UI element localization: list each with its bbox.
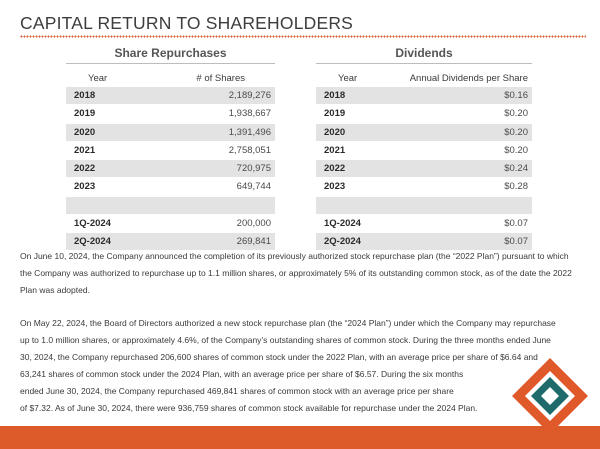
table-row [316, 87, 532, 104]
row-value: $0.07 [504, 236, 528, 248]
row-value: 649,744 [236, 181, 271, 193]
col-dividend-header: Annual Dividends per Share [409, 73, 528, 84]
table-row [316, 105, 532, 122]
row-value: $0.20 [504, 126, 528, 138]
share-repurchases-header [66, 71, 275, 87]
dividends-header [316, 71, 532, 87]
row-year: 2018 [74, 90, 96, 101]
table-row [316, 178, 532, 195]
row-value: 1,938,667 [228, 108, 271, 120]
row-value: $0.07 [504, 218, 528, 230]
row-value: 1,391,496 [228, 126, 271, 138]
table-row-spacer [66, 197, 275, 214]
table-row [66, 105, 275, 122]
row-year: 2018 [324, 90, 346, 101]
row-year: 2020 [324, 126, 346, 138]
col-shares-header: # of Shares [196, 73, 245, 84]
col-year-header: Year [338, 73, 358, 84]
table-row [66, 87, 275, 104]
row-year: 2Q-2024 [324, 236, 361, 248]
share-repurchases-table [66, 46, 275, 252]
table-row-spacer [316, 197, 532, 214]
table-row [66, 124, 275, 141]
page-title: CAPITAL RETURN TO SHAREHOLDERS [20, 13, 354, 33]
row-year: 2Q-2024 [74, 236, 111, 248]
row-value: $0.24 [504, 163, 528, 175]
row-year: 1Q-2024 [324, 218, 361, 230]
table-row [316, 142, 532, 159]
table-row [66, 160, 275, 177]
row-year: 2022 [324, 163, 346, 175]
row-year: 2021 [324, 144, 346, 156]
paragraph-line: On May 22, 2024, the Board of Directors authorized a new stock repurchase plan (the “2024 Plan”) under which the Company may repurchase [20, 318, 556, 328]
row-value: $0.20 [504, 108, 528, 120]
share-repurchases-heading: Share Repurchases [66, 46, 275, 64]
plan-completion-paragraph: On June 10, 2024, the Company announced the completion of its previously authorized stock repurchase plan (the “2022 Plan”) pursuant to which the Company was authorized to repurchase up to 1.1 million shares, or approximately 5% of its outstanding common stock, as of the date the 2022 Plan was adopted. [20, 251, 572, 295]
row-year: 2021 [74, 144, 96, 156]
paragraph-line: up to 1.0 million shares, or approximately 4.6%, of the Company’s outstanding shares of common stock. During the three months ended June [20, 335, 551, 345]
col-year-header: Year [88, 73, 108, 84]
table-row [316, 215, 532, 232]
title-divider [20, 35, 586, 38]
row-value: 269,841 [236, 236, 271, 248]
row-value: $0.28 [504, 181, 528, 193]
row-year: 2020 [74, 126, 96, 138]
page-number: 28 [567, 418, 576, 427]
table-row [316, 124, 532, 141]
row-year: 2023 [74, 181, 96, 193]
paragraph-line: 63,241 shares of common stock under the 2024 Plan, with an average price per share of $6.57. During the six months [20, 369, 464, 379]
table-row [66, 178, 275, 195]
row-year: 1Q-2024 [74, 218, 111, 230]
row-year: 2023 [324, 181, 346, 193]
table-row [66, 142, 275, 159]
row-year: 2022 [74, 163, 96, 175]
row-year: 2019 [74, 108, 96, 120]
company-logo-icon [510, 356, 590, 436]
dividends-heading: Dividends [316, 46, 532, 64]
row-value: 2,189,276 [228, 90, 271, 101]
paragraph-line: of $7.32. As of June 30, 2024, there were 936,759 shares of common stock available for repurchase under the 2024 Plan. [20, 403, 478, 413]
row-value: 720,975 [236, 163, 271, 175]
new-plan-paragraph [20, 315, 576, 417]
row-value: $0.16 [504, 90, 528, 101]
table-row [66, 215, 275, 232]
paragraph-line: 30, 2024, the Company repurchased 206,600 shares of common stock under the 2022 Plan, with an average price per share of $6.64 and [20, 352, 538, 362]
row-value: $0.20 [504, 144, 528, 156]
dividends-table [316, 46, 532, 252]
row-value: 2,758,051 [228, 144, 271, 156]
row-year: 2019 [324, 108, 346, 120]
paragraph-line: ended June 30, 2024, the Company repurchased 469,841 shares of common stock with an average price per share [20, 386, 454, 396]
table-row [316, 160, 532, 177]
row-value: 200,000 [236, 218, 271, 230]
